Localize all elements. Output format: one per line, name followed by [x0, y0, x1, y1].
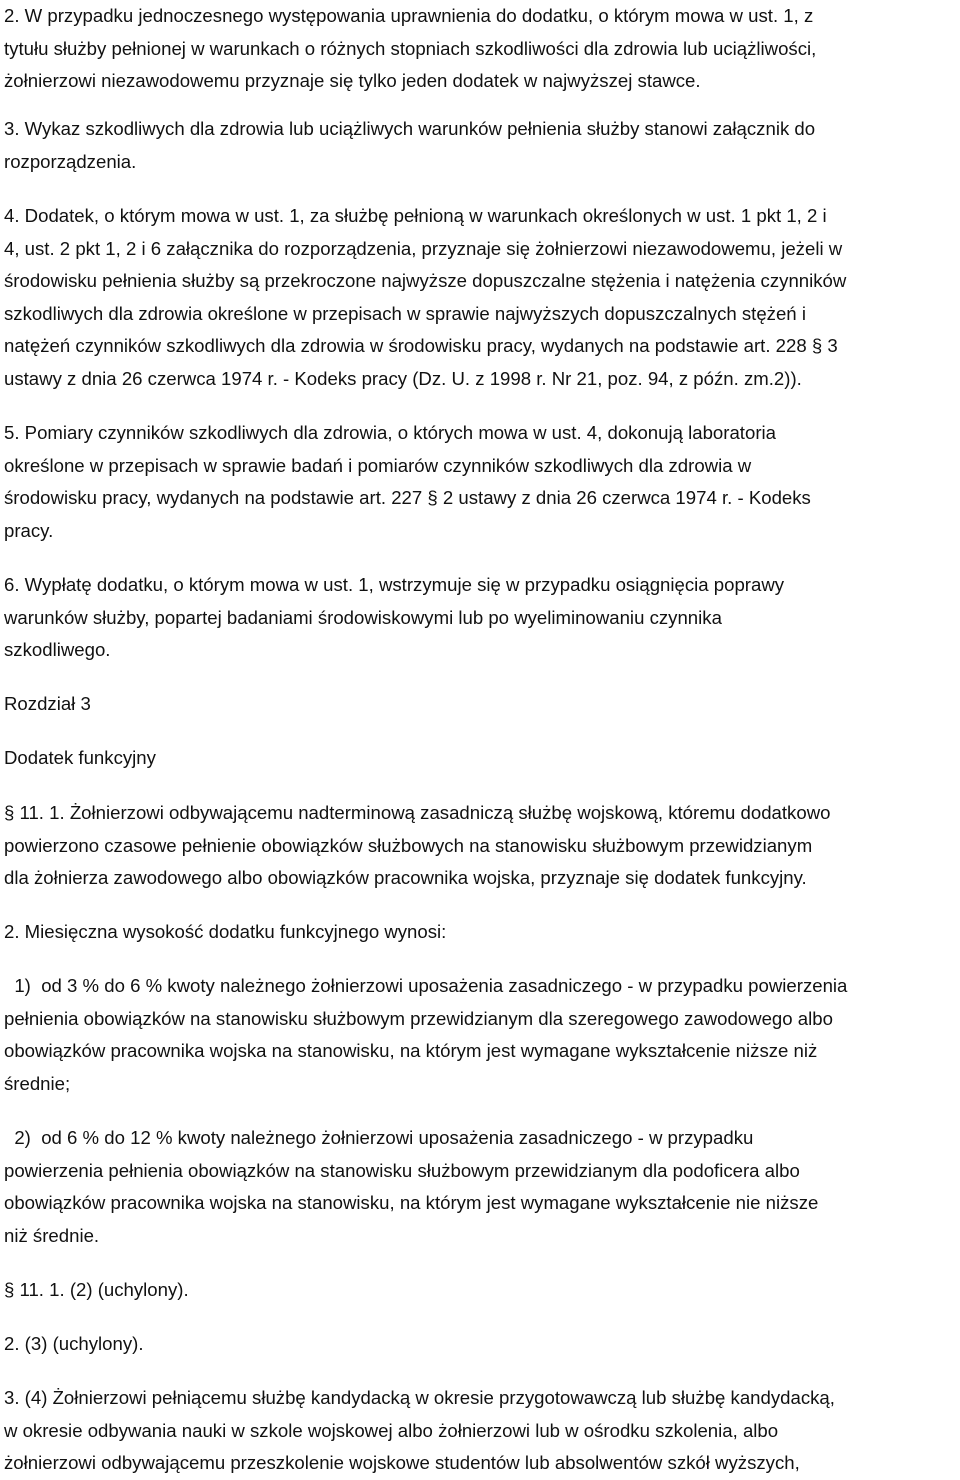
- text-line: 4, ust. 2 pkt 1, 2 i 6 załącznika do rozporządzenia, przyznaje się żołnierzowi niezawodowemu, jeżeli w: [4, 237, 843, 259]
- text-line: 3. (4) Żołnierzowi pełniącemu służbę kandydacką w okresie przygotowawczą lub służbę kandydacką,: [4, 1387, 835, 1408]
- text-line: szkodliwego.: [4, 639, 111, 661]
- text-line: ustawy z dnia 26 czerwca 1974 r. - Kodeks pracy (Dz. U. z 1998 r. Nr 21, poz. 94, z późn. zm.2)).: [4, 367, 802, 389]
- text-line: § 11. 1. (2) (uchylony).: [4, 1279, 189, 1300]
- section-11-paragraph-1: [4, 797, 954, 895]
- text-line: § 11. 1. Żołnierzowi odbywającemu nadterminową zasadniczą służbę wojskową, któremu dodatkowo: [4, 802, 831, 823]
- text-line: środowisku pracy, wydanych na podstawie art. 227 § 2 ustawy z dnia 26 czerwca 1974 r. - Kodeks: [4, 487, 811, 509]
- text-line: 6. Wypłatę dodatku, o którym mowa w ust. 1, wstrzymuje się w przypadku osiągnięcia poprawy: [4, 574, 785, 595]
- list-item-1: [4, 970, 954, 1100]
- text-line: szkodliwych dla zdrowia określone w przepisach w sprawie najwyższych dopuszczalnych stężeń i: [4, 302, 806, 324]
- text-line: dla żołnierza zawodowego albo obowiązków pracownika wojska, przyznaje się dodatek funkcyjny.: [4, 867, 807, 889]
- text-line: pracy.: [4, 519, 54, 541]
- text-line: środowisku pełnienia służby są przekroczone najwyższe dopuszczalne stężenia i natężenia czynników: [4, 270, 847, 292]
- section-11-repealed-1: [4, 1274, 954, 1307]
- chapter-number: Rozdział 3: [4, 693, 91, 714]
- text-line: 2. (3) (uchylony).: [4, 1333, 144, 1354]
- chapter-title: [4, 742, 954, 775]
- chapter-title-text: Dodatek funkcyjny: [4, 747, 156, 768]
- section-11-paragraph-2: [4, 916, 954, 949]
- paragraph-4: [4, 200, 954, 396]
- text-line: żołnierzowi odbywającemu przeszkolenie wojskowe studentów lub absolwentów szkół wyższych,: [4, 1452, 800, 1474]
- text-line: tytułu służby pełnionej w warunkach o różnych stopniach szkodliwości dla zdrowia lub uciążliwości,: [4, 37, 817, 59]
- text-line: obowiązków pracownika wojska na stanowisku, na którym jest wymagane wykształcenie nie niższe: [4, 1192, 819, 1214]
- section-11-repealed-2: [4, 1328, 954, 1361]
- text-line: warunków służby, popartej badaniami środowiskowymi lub po wyeliminowaniu czynnika: [4, 606, 722, 628]
- paragraph-6: [4, 569, 954, 667]
- text-line: w okresie odbywania nauki w szkole wojskowej albo żołnierzowi lub w ośrodku szkolenia, albo: [4, 1419, 779, 1441]
- text-line: żołnierzowi niezawodowemu przyznaje się tylko jeden dodatek w najwyższej stawce.: [4, 70, 701, 92]
- chapter-heading: [4, 688, 954, 721]
- text-line: 2. W przypadku jednoczesnego występowania uprawnienia do dodatku, o którym mowa w ust. 1, z: [4, 5, 814, 26]
- text-line: powierzono czasowe pełnienie obowiązków służbowych na stanowisku służbowym przewidzianym: [4, 834, 813, 856]
- text-line: 5. Pomiary czynników szkodliwych dla zdrowia, o których mowa w ust. 4, dokonują laboratoria: [4, 422, 776, 443]
- text-line: rozporządzenia.: [4, 150, 137, 172]
- text-line: 1) od 3 % do 6 % kwoty należnego żołnierzowi uposażenia zasadniczego - w przypadku powierzenia: [4, 975, 848, 996]
- text-line: pełnienia obowiązków na stanowisku służbowym przewidzianym dla szeregowego zawodowego albo: [4, 1007, 833, 1029]
- list-item-2: [4, 1122, 954, 1252]
- text-line: natężeń czynników szkodliwych dla zdrowia w środowisku pracy, wydanych na podstawie art. 228 § 3: [4, 335, 838, 357]
- paragraph-3: [4, 113, 954, 178]
- paragraph-5: [4, 417, 954, 547]
- section-11-paragraph-3: [4, 1382, 954, 1480]
- paragraph-2: [4, 0, 954, 98]
- text-line: 2. Miesięczna wysokość dodatku funkcyjnego wynosi:: [4, 921, 447, 942]
- text-line: 3. Wykaz szkodliwych dla zdrowia lub uciążliwych warunków pełnienia służby stanowi załącznik do: [4, 118, 816, 139]
- text-line: powierzenia pełnienia obowiązków na stanowisku służbowym przewidzianym dla podoficera albo: [4, 1159, 800, 1181]
- text-line: określone w przepisach w sprawie badań i pomiarów czynników szkodliwych dla zdrowia w: [4, 454, 752, 476]
- text-line: średnie;: [4, 1072, 71, 1094]
- text-line: 4. Dodatek, o którym mowa w ust. 1, za służbę pełnioną w warunkach określonych w ust. 1 pkt 1, 2 i: [4, 205, 827, 226]
- text-line: niż średnie.: [4, 1224, 100, 1246]
- text-line: obowiązków pracownika wojska na stanowisku, na którym jest wymagane wykształcenie niższe niż: [4, 1040, 818, 1062]
- text-line: 2) od 6 % do 12 % kwoty należnego żołnierzowi uposażenia zasadniczego - w przypadku: [4, 1127, 754, 1148]
